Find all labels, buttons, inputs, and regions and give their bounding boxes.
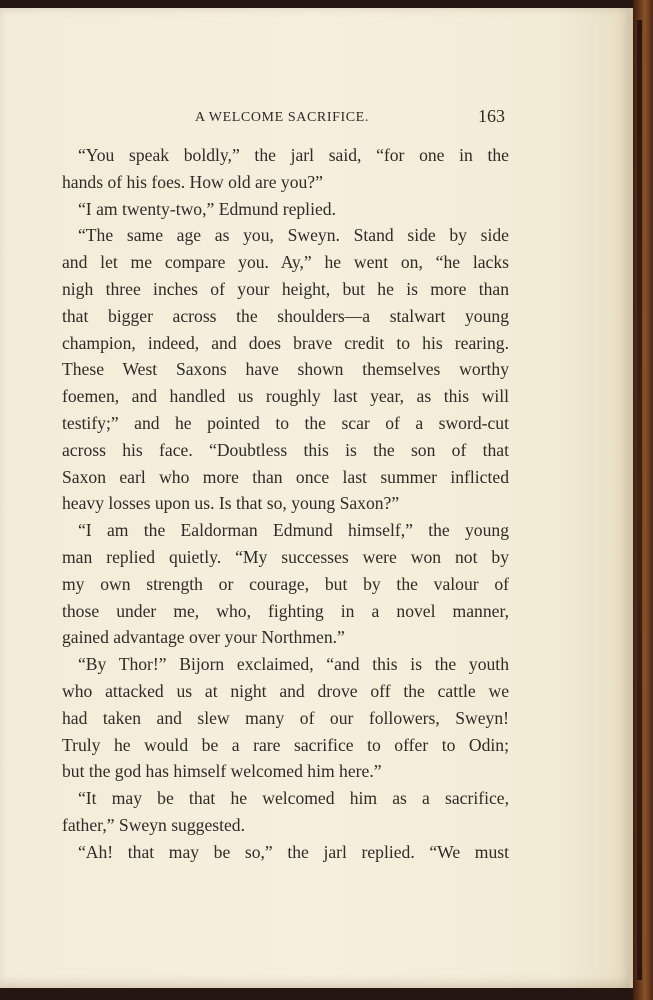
running-title: A WELCOME SACRIFICE. bbox=[195, 110, 369, 125]
text-line-22: had taken and slew many of our followers, Sweyn! bbox=[62, 707, 509, 728]
text-line-3: “I am twenty-two,” Edmund replied. bbox=[78, 198, 336, 219]
text-line-23: Truly he would be a rare sacrifice to offer to Odin; bbox=[62, 734, 509, 755]
text-line-27: “Ah! that may be so,” the jarl replied. “We must bbox=[78, 841, 509, 862]
body-text bbox=[62, 142, 509, 866]
text-line-19: gained advantage over your Northmen.” bbox=[62, 627, 345, 648]
text-line-25: “It may be that he welcomed him as a sacrifice, bbox=[78, 788, 509, 809]
text-line-14: heavy losses upon us. Is that so, young Saxon?” bbox=[62, 493, 400, 514]
text-line-9: These West Saxons have shown themselves worthy bbox=[62, 359, 509, 380]
text-line-10: foemen, and handled us roughly last year, as this will bbox=[62, 386, 509, 407]
text-line-16: man replied quietly. “My successes were won not by bbox=[62, 546, 509, 567]
text-line-21: who attacked us at night and drove off the cattle we bbox=[62, 680, 509, 701]
book-spine bbox=[633, 0, 653, 1000]
text-line-6: nigh three inches of your height, but he is more than bbox=[62, 278, 509, 299]
text-line-12: across his face. “Doubtless this is the son of that bbox=[62, 439, 509, 460]
page-header bbox=[0, 106, 633, 132]
text-line-11: testify;” and he pointed to the scar of a sword-cut bbox=[62, 412, 509, 433]
text-line-7: that bigger across the shoulders—a stalwart young bbox=[62, 305, 509, 326]
text-line-1: “You speak boldly,” the jarl said, “for one in the bbox=[78, 145, 509, 165]
text-line-26: father,” Sweyn suggested. bbox=[62, 814, 245, 835]
text-line-18: those under me, who, fighting in a novel manner, bbox=[62, 600, 509, 621]
text-line-24: but the god has himself welcomed him here.” bbox=[62, 761, 382, 782]
text-line-13: Saxon earl who more than once last summer inflicted bbox=[62, 466, 509, 487]
text-line-17: my own strength or courage, but by the valour of bbox=[62, 573, 509, 594]
text-line-2: hands of his foes. How old are you?” bbox=[62, 171, 323, 192]
text-line-5: and let me compare you. Ay,” he went on, “he lacks bbox=[62, 252, 509, 273]
text-line-4: “The same age as you, Sweyn. Stand side by side bbox=[78, 225, 509, 246]
text-line-15: “I am the Ealdorman Edmund himself,” the young bbox=[78, 520, 509, 541]
text-line-8: champion, indeed, and does brave credit to his rearing. bbox=[62, 332, 509, 353]
text-line-20: “By Thor!” Bijorn exclaimed, “and this is the youth bbox=[78, 654, 509, 675]
page-number: 163 bbox=[478, 106, 505, 126]
